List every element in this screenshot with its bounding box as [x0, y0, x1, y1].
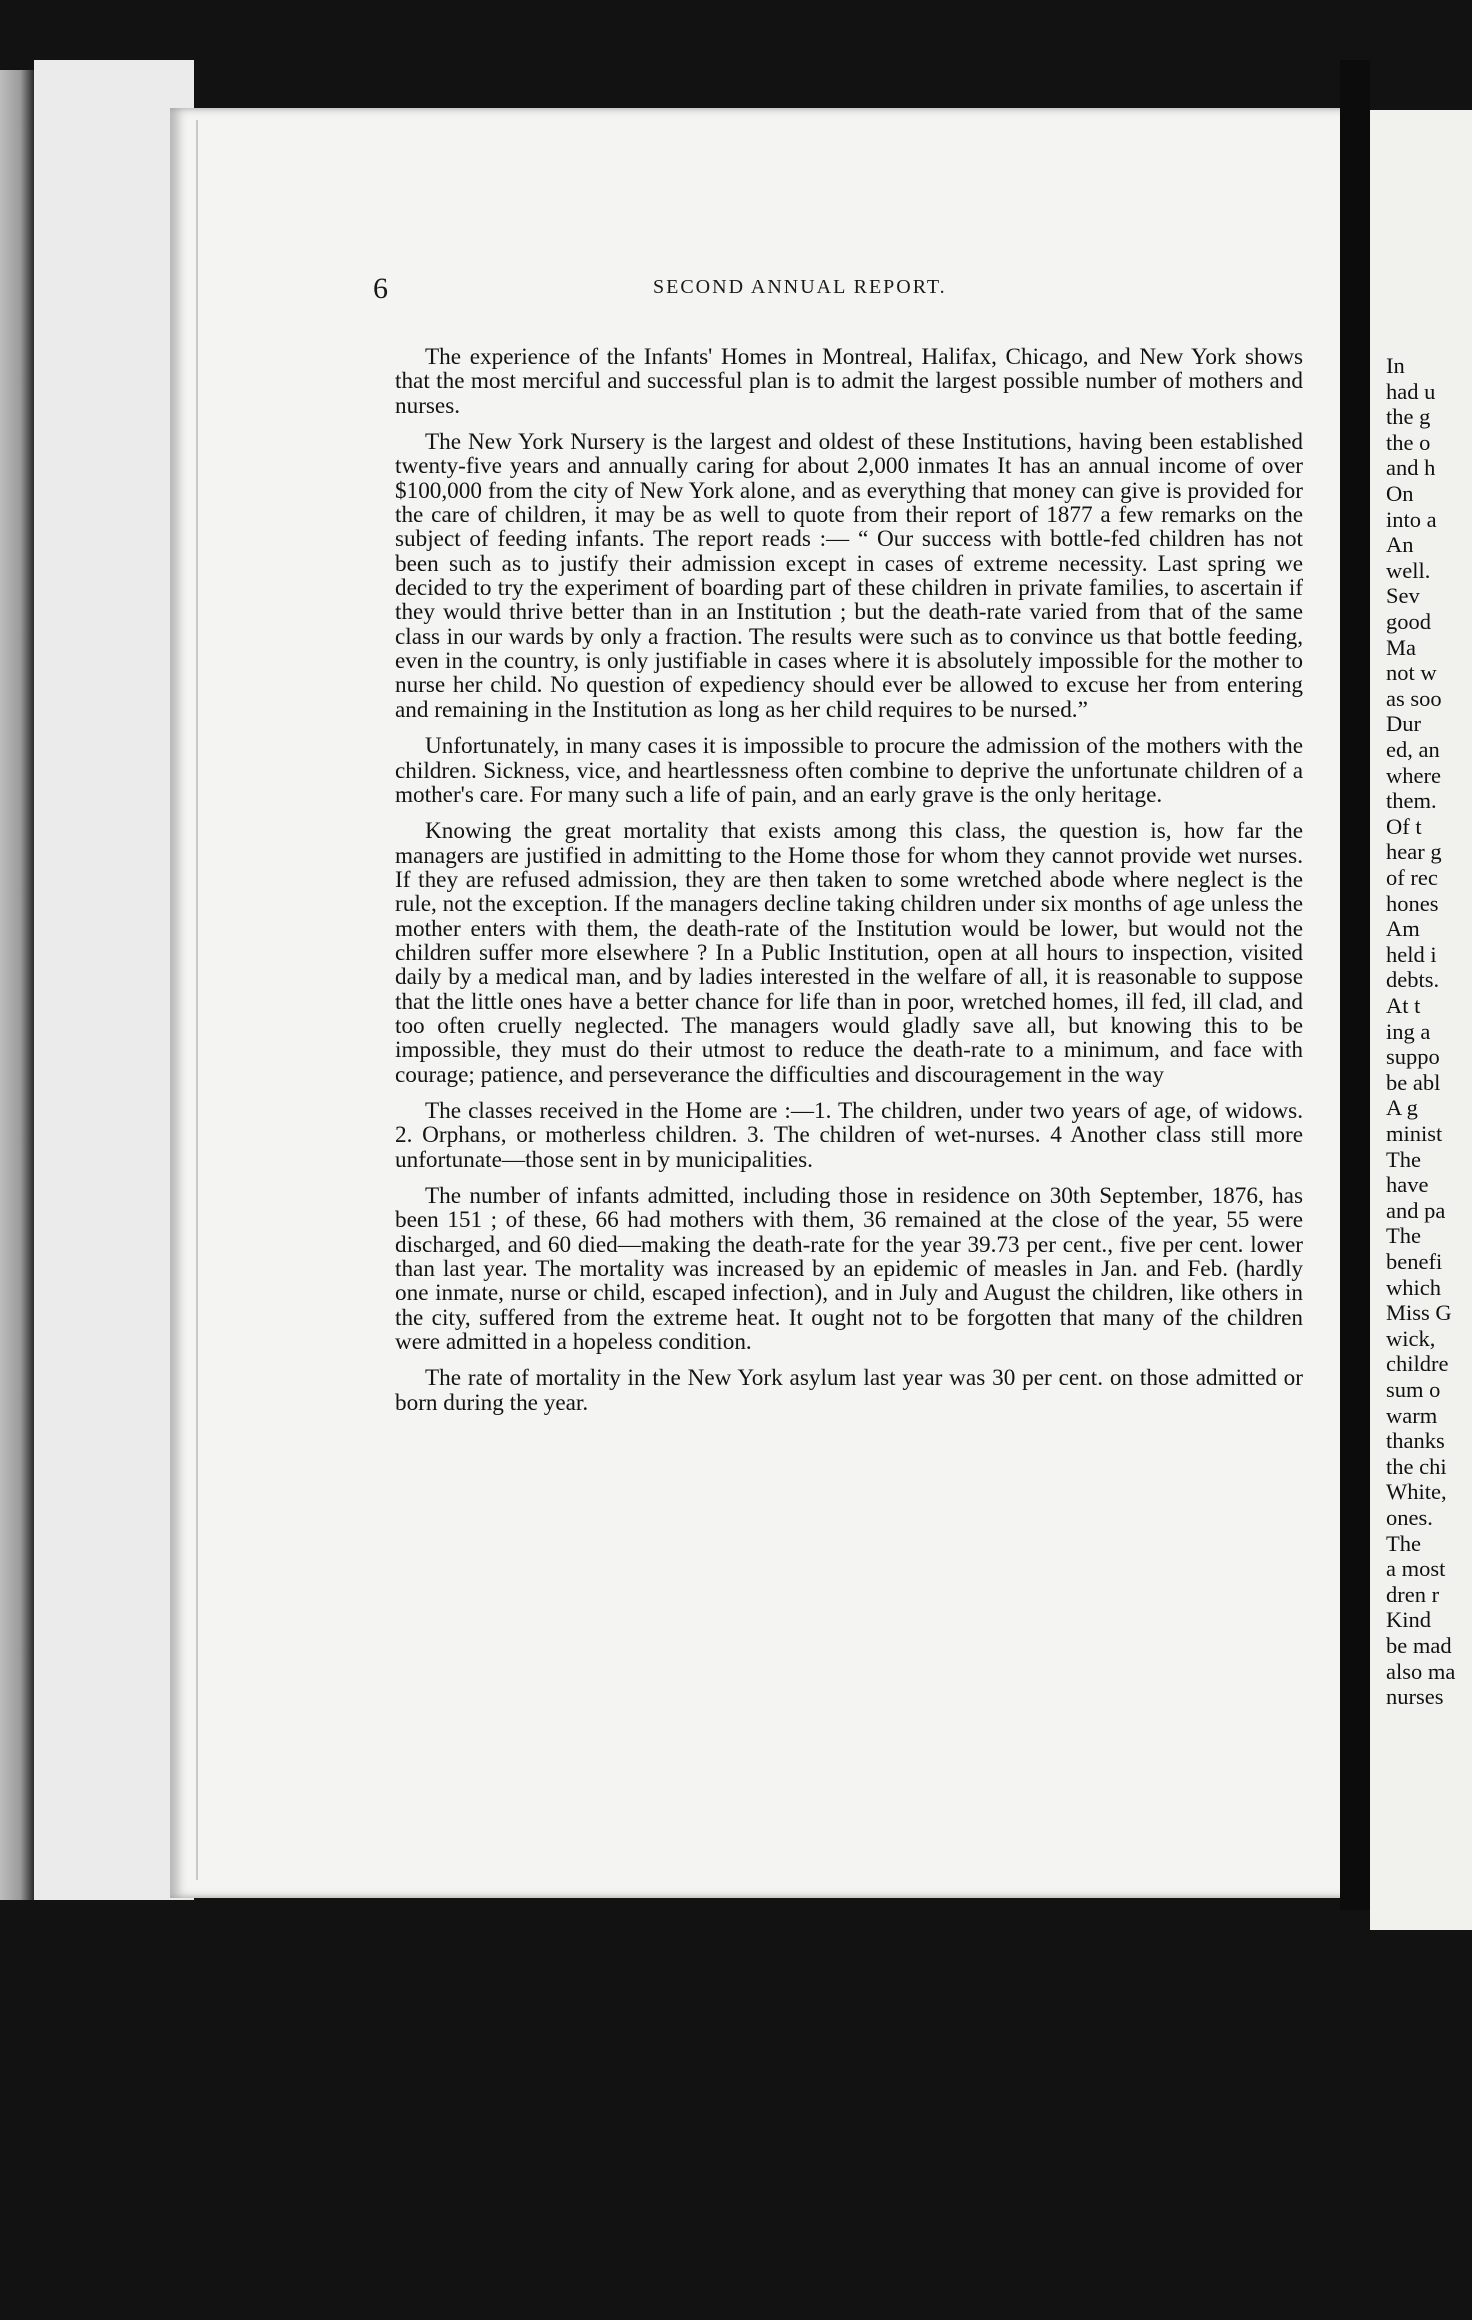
adjacent-page-line: which — [1386, 1274, 1441, 1300]
adjacent-page-line: Am — [1386, 916, 1420, 942]
paragraph: The rate of mortality in the New York asylum last year was 30 per cent. on those admitted or born during the year. — [395, 1365, 1303, 1416]
adjacent-page-line: and pa — [1386, 1197, 1446, 1223]
page-fold-line — [196, 120, 198, 1880]
adjacent-page-line: Ma — [1386, 634, 1416, 660]
adjacent-page-line: where — [1386, 762, 1441, 788]
adjacent-page-line: At t — [1386, 993, 1421, 1018]
adjacent-page-line: childre — [1386, 1351, 1449, 1377]
adjacent-page-line: thanks — [1386, 1428, 1445, 1454]
adjacent-page-line: Miss G — [1386, 1300, 1452, 1326]
adjacent-page-line: into a — [1386, 506, 1437, 532]
adjacent-page-line: not w — [1386, 660, 1437, 686]
adjacent-page-line: benefi — [1386, 1249, 1443, 1274]
adjacent-page-line: held i — [1386, 941, 1437, 967]
running-head: SECOND ANNUAL REPORT. — [653, 276, 947, 298]
adjacent-page-line: Dur — [1386, 711, 1421, 737]
adjacent-page-line: good — [1386, 609, 1431, 634]
adjacent-page-line: hones — [1386, 890, 1439, 916]
adjacent-page-line: ones. — [1386, 1505, 1433, 1530]
adjacent-page-line: nurses — [1386, 1684, 1444, 1710]
page-number: 6 — [373, 272, 388, 305]
adjacent-page-line: also ma — [1386, 1658, 1456, 1684]
adjacent-page-line: had u — [1386, 378, 1436, 404]
adjacent-page-line: White, — [1386, 1479, 1447, 1505]
adjacent-page-line: of rec — [1386, 865, 1438, 890]
adjacent-page-line: A g — [1386, 1095, 1418, 1121]
adjacent-page-line: The — [1386, 1146, 1421, 1172]
adjacent-page-line: On — [1386, 481, 1414, 506]
adjacent-page-line: hear g — [1386, 839, 1442, 865]
adjacent-page-line: ed, an — [1386, 737, 1440, 762]
report-body — [395, 345, 1303, 1427]
adjacent-page-line: The — [1386, 1223, 1421, 1249]
adjacent-page-line: debts. — [1386, 967, 1440, 993]
adjacent-page-line: as soo — [1386, 685, 1442, 711]
adjacent-page-line: and h — [1386, 455, 1436, 481]
adjacent-page-line: Sev — [1386, 583, 1420, 609]
page-header — [373, 272, 1333, 306]
adjacent-page-line: be abl — [1386, 1069, 1441, 1095]
adjacent-page-line: ing a — [1386, 1018, 1431, 1044]
adjacent-page-line: the chi — [1386, 1453, 1447, 1479]
paragraph: The New York Nursery is the largest and oldest of these Institutions, having been established twenty-five years and annually caring for about 2,000 inmates It has an annual income of over $100,000 from the city of New York alone, and as everything that money can give is provided for the care of children, it may be as well to quote from their report of 1877 a few remarks on the subject of feeding infants. The report reads :— “ Our success with bottle-fed children has not been such as to justify their admission except in cases of extreme necessity. Last spring we decided to try the experiment of boarding part of these children in private families, to ascertain if they would thrive better than in an Institution ; but the death-rate varied from that of the same class in our wards by only a fraction. The results were such as to convince us that bottle feeding, even in the country, is only justifiable in cases where it is absolutely impossible for the mother to nurse her child. No question of expediency should ever be allowed to excuse her from entering and remaining in the Institution as long as her child requires to be nursed.” — [395, 429, 1303, 723]
adjacent-page-line: warm — [1386, 1402, 1438, 1428]
paragraph: Knowing the great mortality that exists among this class, the question is, how far the managers are justified in admitting to the Home those for whom they cannot provide wet nurses. If they are refused admission, they are then taken to some wretched abode where neglect is the rule, not the exception. If the managers decline taking children under six months of age unless the mother enters with them, the death-rate of the Institution would be lower, but would not the children suffer more elsewhere ? In a Public Institution, open at all hours to inspection, visited daily by a medical man, and by ladies interested in the welfare of all, it is reasonable to suppose that the little ones have a better chance for life than in poor, wretched homes, ill fed, ill clad, and too often cruelly neglected. The managers would gladly save all, but knowing this to be impossible, they must do their utmost to reduce the death-rate to a minimum, and face with courage; patience, and perseverance the difficulties and discouragement in the way — [395, 818, 1303, 1088]
adjacent-page — [1370, 110, 1472, 1930]
adjacent-page-line: them. — [1386, 788, 1437, 814]
adjacent-page-line: minist — [1386, 1121, 1443, 1146]
adjacent-page-line: well. — [1386, 557, 1431, 583]
paragraph: The classes received in the Home are :—1. The children, under two years of age, of widows. 2. Orphans, or motherless children. 3. The children of wet-nurses. 4 Another class still more unfortunate—those sent in by municipalities. — [395, 1097, 1303, 1173]
adjacent-page-line: In — [1386, 353, 1405, 378]
gutter-shadow — [1340, 60, 1370, 1910]
adjacent-page-line: have — [1386, 1172, 1429, 1198]
adjacent-page-line: the o — [1386, 429, 1431, 455]
adjacent-page-line: a most — [1386, 1556, 1446, 1582]
paragraph: The experience of the Infants' Homes in Montreal, Halifax, Chicago, and New York shows that the most merciful and successful plan is to admit the largest possible number of mothers and nurses. — [395, 344, 1303, 419]
adjacent-page-line: An — [1386, 532, 1414, 558]
scan-left-edge — [0, 70, 34, 1900]
paragraph: Unfortunately, in many cases it is impossible to procure the admission of the mothers with the children. Sickness, vice, and heartlessness often combine to deprive the unfortunate children of a mother's care. For many such a life of pain, and an early grave is the only heritage. — [395, 733, 1303, 808]
adjacent-page-line: the g — [1386, 404, 1431, 430]
adjacent-page-line: The — [1386, 1530, 1421, 1556]
adjacent-page-line: be mad — [1386, 1633, 1452, 1658]
adjacent-page-line: Of t — [1386, 813, 1422, 839]
adjacent-page-line: dren r — [1386, 1581, 1440, 1607]
paragraph: The number of infants admitted, including those in residence on 30th September, 1876, has been 151 ; of these, 66 had mothers with them, 36 remained at the close of the year, 55 were discharged, and 60 died—making the death-rate for the year 39.73 per cent., five per cent. lower than last year. The mortality was increased by an epidemic of measles in Jan. and Feb. (hardly one inmate, nurse or child, escaped infection), and in July and August the children, like others in the city, suffered from the extreme heat. It ought not to be forgotten that many of the children were admitted in a hopeless condition. — [395, 1183, 1303, 1356]
adjacent-page-line: wick, — [1386, 1325, 1436, 1351]
adjacent-page-line: suppo — [1386, 1044, 1440, 1070]
adjacent-page-line: sum o — [1386, 1377, 1441, 1402]
adjacent-page-line: Kind — [1386, 1607, 1431, 1633]
